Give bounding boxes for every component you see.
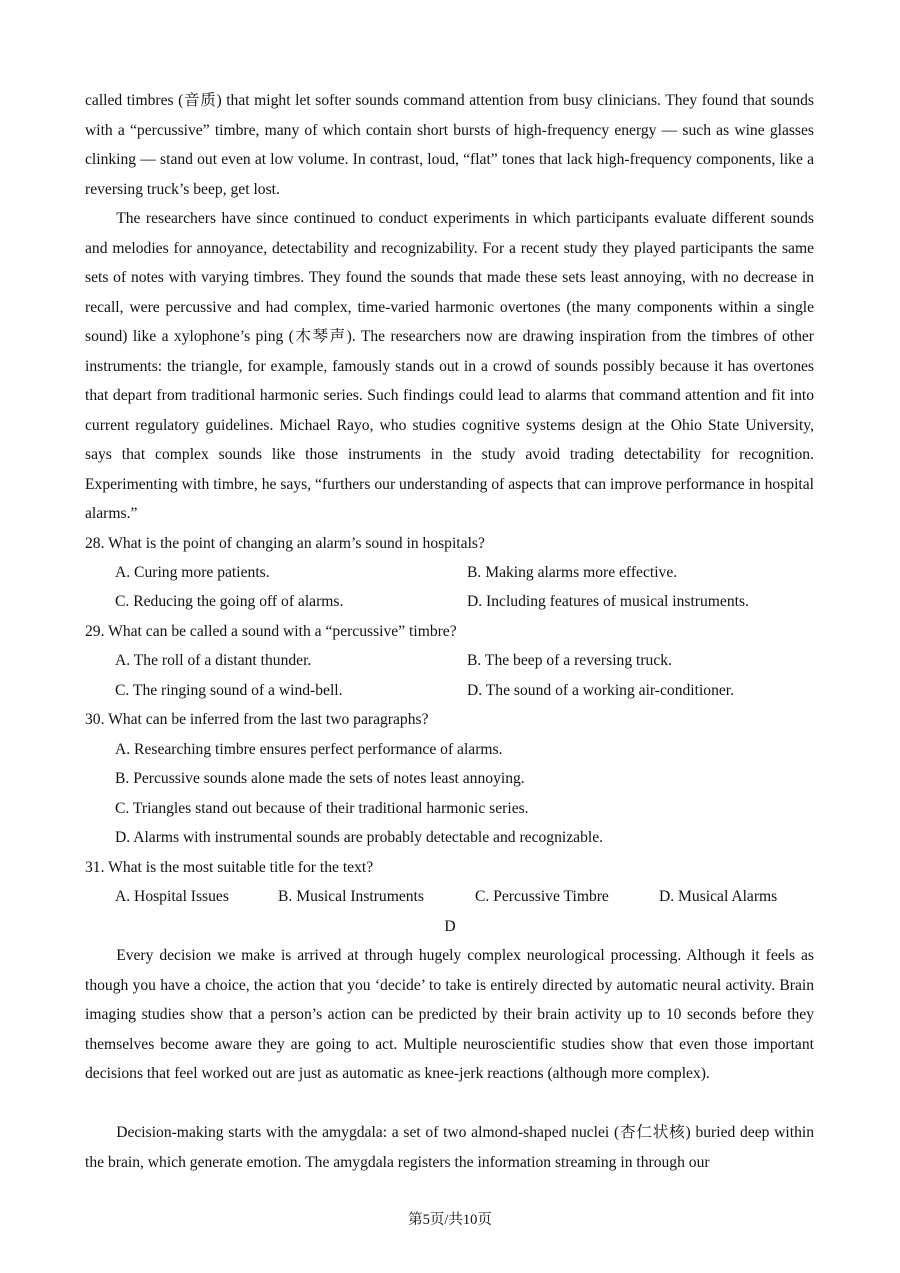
- question-31-option-c[interactable]: C. Percussive Timbre: [475, 888, 609, 905]
- question-31-option-d[interactable]: D. Musical Alarms: [659, 888, 778, 905]
- passage-c-paragraph-2: The researchers have since continued to conduct experiments in which participants evaluate different sounds and melodies for annoyance, detectability and recognizability. For a recent study they played participants the same sets of notes with varying timbres. They found the sounds that made these sets least annoying, with no decrease in recall, were percussive and had complex, time-varied harmonic overtones (the many components within a single sound) like a xylophone’s ping (木琴声). The researchers now are drawing inspiration from the timbres of other instruments: the triangle, for example, famously stands out in a crowd of sounds possibly because it has overtones that depart from traditional harmonic series. Such findings could lead to alarms that command attention and fit into current regulatory guidelines. Michael Rayo, who studies cognitive systems design at the Ohio State University, says that complex sounds like those instruments in the study avoid trading detectability for recognition. Experimenting with timbre, he says, “furthers our understanding of aspects that can improve performance in hospital alarms.”: [85, 210, 814, 522]
- question-29-option-c[interactable]: C. The ringing sound of a wind-bell.: [115, 682, 343, 699]
- section-d-heading: D: [444, 918, 456, 935]
- question-30-option-a[interactable]: A. Researching timbre ensures perfect performance of alarms.: [115, 741, 503, 758]
- question-29-option-b[interactable]: B. The beep of a reversing truck.: [467, 652, 672, 669]
- question-30-option-b[interactable]: B. Percussive sounds alone made the sets of notes least annoying.: [115, 770, 525, 787]
- passage-c-paragraph-1: called timbres (音质) that might let softer sounds command attention from busy clinicians. They found that sounds with a “percussive” timbre, many of which contain short bursts of high-frequency energy — such as wine glasses clinking — stand out even at low volume. In contrast, loud, “flat” tones that lack high-frequency components, like a reversing truck’s beep, get lost.: [85, 92, 814, 198]
- section-d-paragraph-2: Decision-making starts with the amygdala: a set of two almond-shaped nuclei (杏仁状核) buried deep within the brain, which generate emotion. The amygdala registers the information streaming in through our: [85, 1124, 814, 1171]
- question-31-option-a[interactable]: A. Hospital Issues: [115, 888, 229, 905]
- question-29-option-a[interactable]: A. The roll of a distant thunder.: [115, 652, 312, 669]
- page-number-footer: 第5页/共10页: [408, 1212, 492, 1228]
- question-31-stem: 31. What is the most suitable title for the text?: [85, 859, 374, 876]
- question-29-stem: 29. What can be called a sound with a “percussive” timbre?: [85, 623, 457, 640]
- question-28-option-b[interactable]: B. Making alarms more effective.: [467, 564, 678, 581]
- question-30-option-d[interactable]: D. Alarms with instrumental sounds are probably detectable and recognizable.: [115, 829, 604, 846]
- question-28-option-c[interactable]: C. Reducing the going off of alarms.: [115, 593, 344, 610]
- question-29-option-d[interactable]: D. The sound of a working air-conditioner.: [467, 682, 735, 699]
- section-d-paragraph-1: Every decision we make is arrived at through hugely complex neurological processing. Although it feels as though you have a choice, the action that you ‘decide’ to take is entirely directed by automatic neural activity. Brain imaging studies show that a person’s action can be predicted by their brain activity up to 10 seconds before they themselves become aware they are going to act. Multiple neuroscientific studies show that even those important decisions that feel worked out are just as automatic as knee-jerk reactions (although more complex).: [85, 947, 814, 1082]
- question-28-option-a[interactable]: A. Curing more patients.: [115, 564, 270, 581]
- question-30-option-c[interactable]: C. Triangles stand out because of their traditional harmonic series.: [115, 800, 529, 817]
- question-28-stem: 28. What is the point of changing an alarm’s sound in hospitals?: [85, 535, 485, 552]
- question-30-stem: 30. What can be inferred from the last two paragraphs?: [85, 711, 429, 728]
- question-31-option-b[interactable]: B. Musical Instruments: [278, 888, 424, 905]
- question-28-option-d[interactable]: D. Including features of musical instruments.: [467, 593, 749, 610]
